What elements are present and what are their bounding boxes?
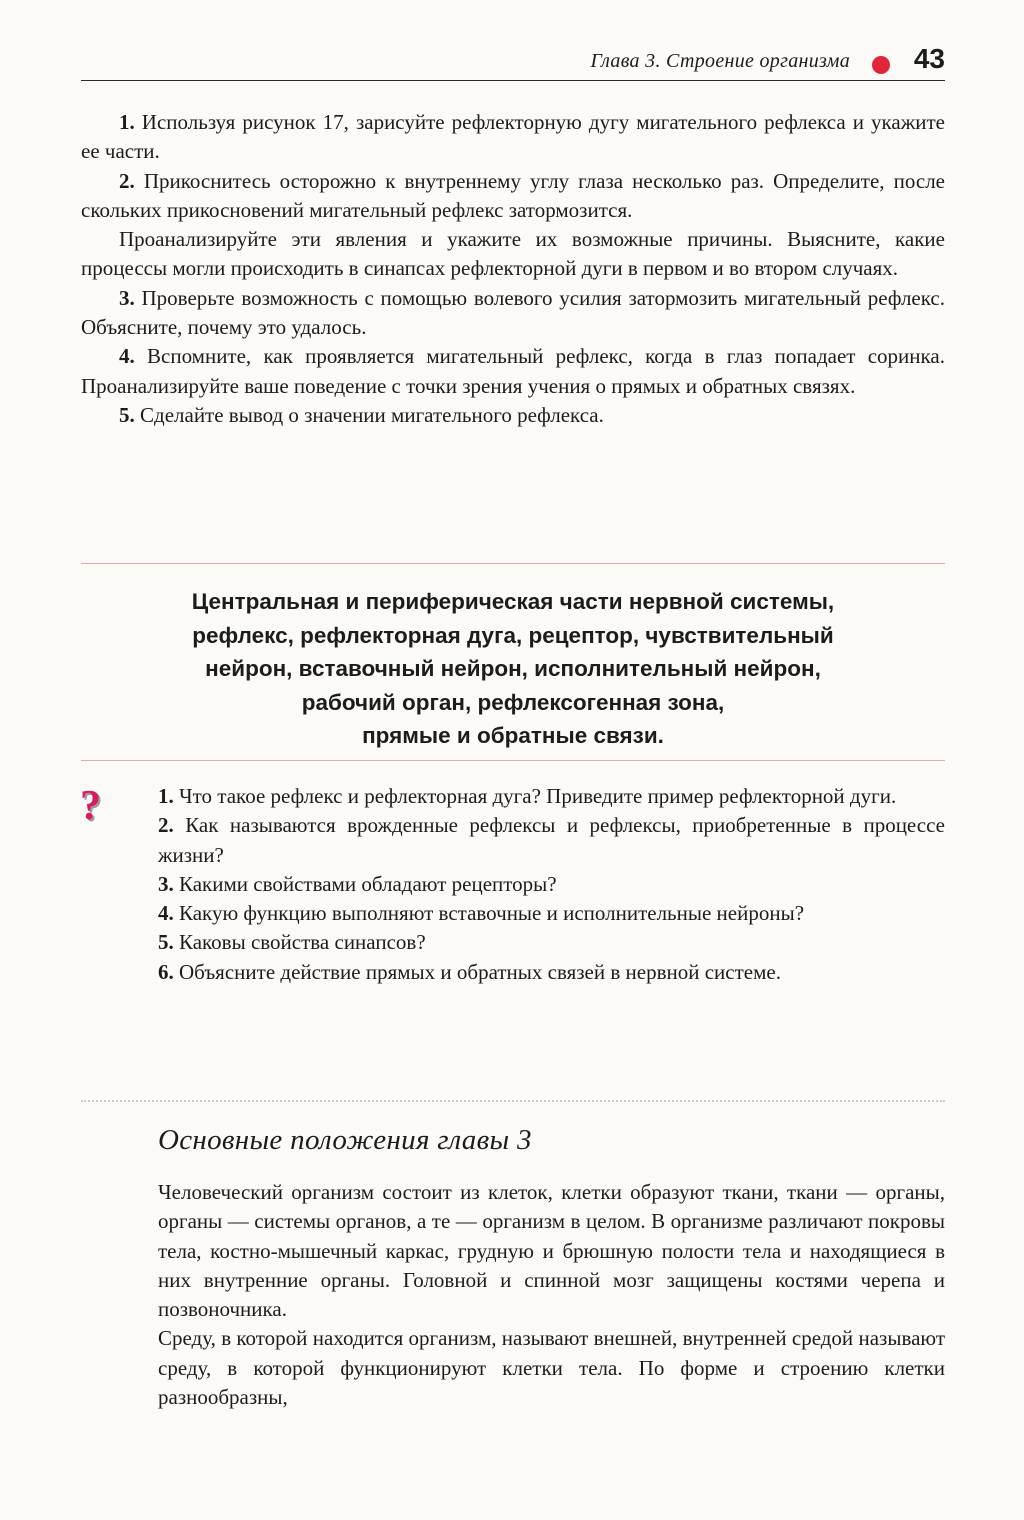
key-term-line: прямые и обратные связи.: [362, 723, 664, 748]
dotted-divider: [81, 1100, 945, 1102]
question-item: [158, 928, 945, 957]
task-number: 3.: [119, 285, 135, 310]
task-number: 5.: [119, 402, 135, 427]
key-term-line: рефлекс, рефлекторная дуга, рецептор, чувствительный: [192, 622, 834, 648]
question-text: Как называются врожденные рефлексы и рефлексы, приобретенные в процессе жизни?: [158, 813, 945, 867]
red-dot-icon: [872, 56, 890, 74]
page-header: [81, 40, 945, 81]
section-divider: [81, 760, 945, 761]
task-item: [81, 225, 945, 284]
task-text: Сделайте вывод о значении мигательного рефлекса.: [134, 402, 604, 427]
chapter-title: Глава 3. Строение организма: [590, 50, 850, 72]
key-term-line: рабочий орган, рефлексогенная зона,: [301, 689, 725, 715]
question-number: 6.: [158, 959, 174, 984]
question-item: [158, 958, 945, 987]
question-number: 1.: [158, 784, 174, 808]
section-divider: [81, 563, 945, 564]
question-number: 2.: [158, 813, 174, 838]
task-text: Используя рисунок 17, зарисуйте рефлекторную дугу мигательного рефлекса и укажите ее части.: [81, 110, 945, 164]
task-text: Проверьте возможность с помощью волевого усилия затормозить мигательный рефлекс. Объясните, почему это удалось.: [81, 285, 945, 340]
question-text: Что такое рефлекс и рефлекторная дуга? Приведите пример рефлекторной дуги.: [173, 784, 897, 808]
summary-heading: Основные положения главы 3: [158, 1124, 532, 1156]
question-mark-icon: ?: [80, 783, 101, 829]
task-number: 1.: [119, 110, 135, 134]
task-item: [81, 342, 945, 401]
task-item: [81, 108, 945, 167]
task-number: 2.: [119, 168, 135, 193]
question-text: Какими свойствами обладают рецепторы?: [173, 871, 557, 896]
summary-text: [158, 1178, 945, 1412]
task-text: Вспомните, как проявляется мигательный рефлекс, когда в глаз попадает соринка. Проанализируйте ваше поведение с точки зрения учения о прямых и обратных связях.: [81, 344, 945, 398]
question-text: Какую функцию выполняют вставочные и исполнительные нейроны?: [173, 901, 805, 926]
task-item: [81, 284, 945, 343]
key-term-line: Центральная и периферическая части нервной системы,: [191, 589, 835, 614]
question-item: [158, 899, 945, 928]
question-number: 5.: [158, 930, 174, 955]
task-item: [81, 167, 945, 226]
key-terms-block: [81, 585, 945, 753]
task-text: Прикоснитесь осторожно к внутреннему углу глаза несколько раз. Определите, после скольких прикосновений мигательный рефлекс затормозится.: [81, 168, 945, 222]
question-text: Объясните действие прямых и обратных связей в нервной системе.: [173, 959, 781, 984]
question-item: [158, 782, 945, 811]
summary-paragraph: Человеческий организм состоит из клеток, клетки образуют ткани, ткани — органы, органы — системы органов, а те — организм в целом. В организме различают покровы тела, костно-мышечный каркас, грудную и брюшную полости тела и находящиеся в них внутренние органы. Головной и спинной мозг защищены костями черепа и позвоночника.: [158, 1180, 945, 1322]
question-number: 3.: [158, 871, 174, 896]
question-number: 4.: [158, 901, 174, 926]
summary-paragraph: Среду, в которой находится организм, называют внешней, внутренней средой называют среду, в которой функционируют клетки тела. По форме и строению клетки разнообразны,: [158, 1326, 945, 1410]
page-number: 43: [913, 43, 945, 74]
task-text: Проанализируйте эти явления и укажите их возможные причины. Выясните, какие процессы могли происходить в синапсах рефлекторной дуги в первом и во втором случаях.: [81, 227, 945, 281]
question-list: [158, 782, 945, 987]
task-list: [81, 108, 945, 430]
question-text: Каковы свойства синапсов?: [173, 930, 426, 955]
task-number: 4.: [119, 344, 135, 369]
question-item: [158, 811, 945, 870]
key-term-line: нейрон, вставочный нейрон, исполнительный нейрон,: [205, 656, 821, 681]
question-item: [158, 870, 945, 899]
task-item: [81, 401, 945, 430]
